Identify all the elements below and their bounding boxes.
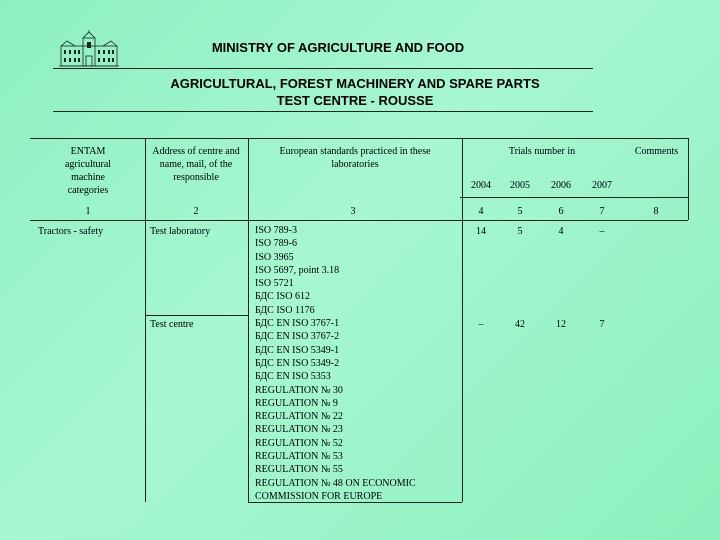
header-year-2006: 2006: [551, 180, 571, 191]
header-entam: ENTAM agricultural machine categories: [64, 146, 112, 196]
standard-item: БДС ISO 1176: [255, 304, 315, 316]
standard-item: REGULATION № 22: [255, 411, 343, 423]
ministry-title: MINISTRY OF AGRICULTURE AND FOOD: [211, 40, 465, 55]
standard-item: REGULATION № 9: [255, 397, 338, 409]
column-number: 8: [653, 206, 659, 217]
test-centre-title-line1: AGRICULTURAL, FOREST MACHINERY AND SPARE PARTS: [170, 76, 540, 91]
column-divider: [145, 138, 146, 502]
column-number: 6: [558, 206, 564, 217]
header-divider-bottom: [53, 111, 593, 112]
column-number: 2: [193, 206, 199, 217]
standard-item: COMMISSION FOR EUROPE: [255, 490, 383, 502]
trials-2006-row1: 4: [558, 226, 564, 237]
column-number: 7: [599, 206, 605, 217]
test-centre-title: [110, 75, 600, 109]
column-divider: [688, 138, 689, 220]
header-standards: European standards practiced in these laboratories: [279, 146, 431, 170]
table-header-bottom-border: [460, 197, 688, 198]
header-year-2004: 2004: [471, 180, 491, 191]
header-divider-top: [53, 68, 593, 69]
standard-item: REGULATION № 52: [255, 437, 343, 449]
standard-item: БДС EN ISO 3767-2: [255, 331, 340, 343]
standard-item: ISO 789-3: [255, 225, 297, 236]
standard-item: ISO 5721: [255, 278, 294, 290]
standard-item: БДС EN ISO 5349-2: [255, 357, 340, 369]
standard-item: REGULATION № 48 ON ECONOMIC: [255, 477, 416, 489]
header-year-2007: 2007: [592, 180, 612, 191]
trials-2006-row2: 12: [556, 319, 566, 330]
standard-item: REGULATION № 23: [255, 424, 343, 436]
table-top-border: [30, 138, 688, 139]
column-number: 4: [478, 206, 484, 217]
row-separator: [145, 315, 248, 316]
column-number: 3: [350, 206, 356, 217]
header-address: Address of centre and name, mail, of the responsible: [152, 146, 240, 183]
standard-item: БДС EN ISO 3767-1: [255, 318, 340, 330]
trials-2007-row1: –: [599, 226, 605, 237]
standard-item: БДС EN ISO 5353: [255, 371, 331, 383]
test-centre-title-line2: TEST CENTRE - ROUSSE: [276, 93, 434, 108]
trials-2005-row2: 42: [515, 319, 525, 330]
column-divider: [248, 138, 249, 502]
standard-item: ISO 3965: [255, 251, 294, 263]
address-cell-row1: Test laboratory: [150, 226, 211, 237]
header-trials: Trials number in: [508, 146, 576, 157]
header-year-2005: 2005: [510, 180, 530, 191]
trials-2004-row1: 14: [476, 226, 486, 237]
table-numbers-bottom-border: [30, 220, 688, 221]
ministry-building-logo: [57, 30, 121, 68]
standard-item: REGULATION № 55: [255, 464, 343, 476]
standard-item: ISO 5697, point 3.18: [255, 264, 340, 276]
trials-2005-row1: 5: [517, 226, 523, 237]
standards-list: [255, 224, 465, 503]
trials-2007-row2: 7: [599, 319, 605, 330]
standard-item: REGULATION № 30: [255, 384, 343, 396]
column-number: 5: [517, 206, 523, 217]
trials-2004-row2: –: [478, 319, 484, 330]
column-number: 1: [85, 206, 91, 217]
standard-item: ISO 789-6: [255, 238, 297, 250]
header-comments: Comments: [634, 146, 679, 157]
category-cell: Tractors - safety: [38, 226, 104, 237]
address-cell-row2: Test centre: [150, 319, 194, 330]
standard-item: REGULATION № 53: [255, 451, 343, 463]
standard-item: БДС ISO 612: [255, 291, 310, 303]
standard-item: БДС EN ISO 5349-1: [255, 344, 340, 356]
